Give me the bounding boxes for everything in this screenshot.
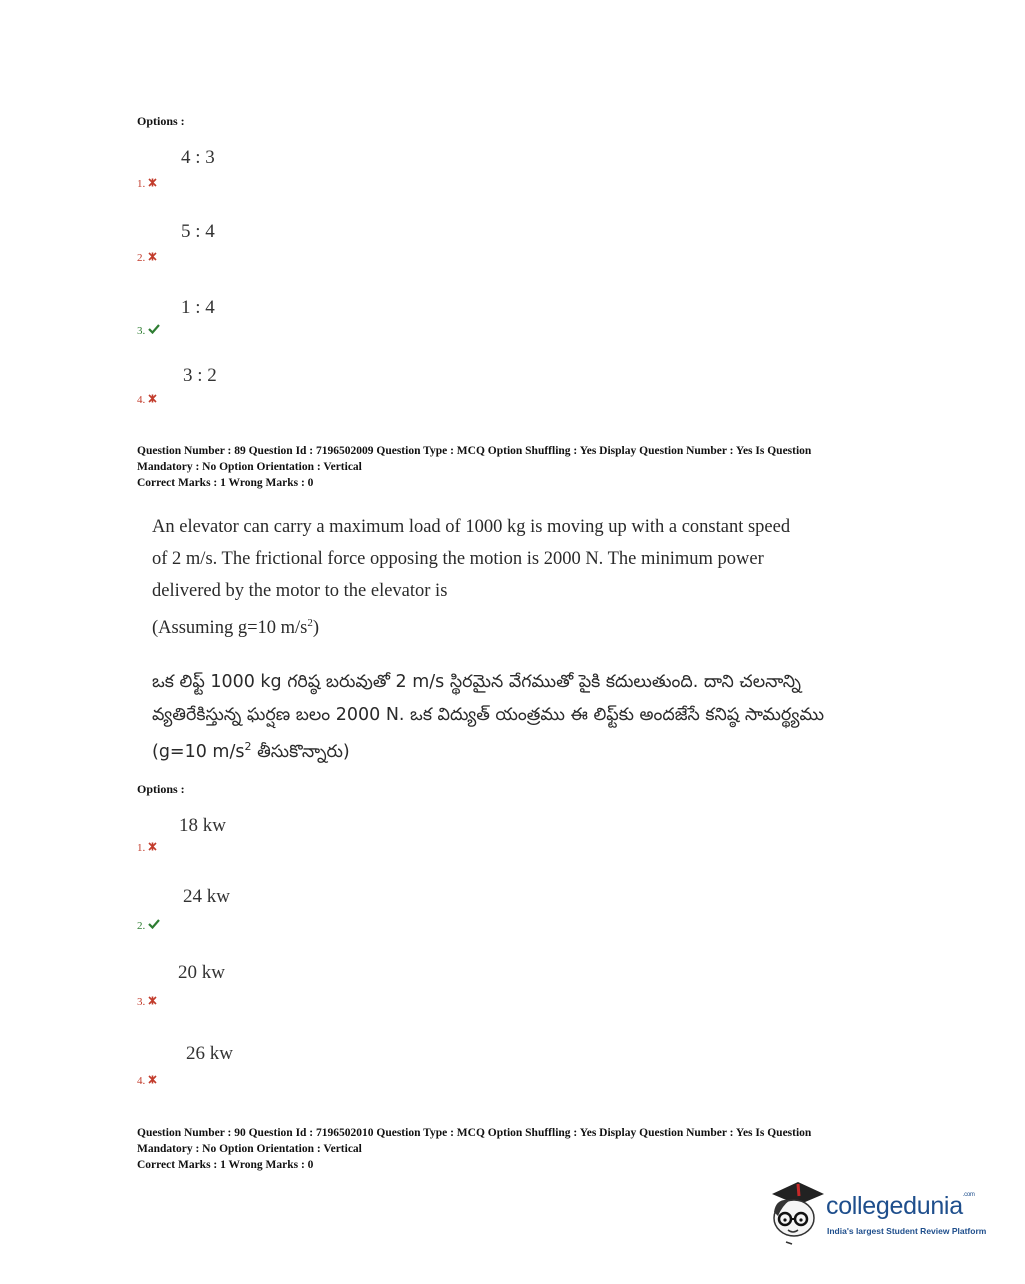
question-line: delivered by the motor to the elevator is: [152, 581, 448, 601]
option-number: [137, 174, 157, 192]
option-number: [137, 390, 157, 408]
option-text: 3 : 2: [183, 365, 217, 386]
options-label: Options :: [137, 782, 185, 796]
option-index: 2.: [137, 252, 146, 264]
question-line: of 2 m/s. The frictional force opposing the motion is 2000 N. The minimum power: [152, 549, 764, 569]
mascot-icon: [766, 1178, 826, 1248]
question-line: ఒక లిఫ్ట్ 1000 kg గరిష్ఠ బరువుతో 2 m/s స్థిరమైన వేగముతో పైకి కదులుతుంది. దాని చలనాన్ని: [152, 672, 801, 692]
option-text: 4 : 3: [181, 147, 215, 168]
option-number: [137, 248, 157, 266]
question-text: (Assuming g=10 m/s: [152, 618, 308, 639]
meta-line: Question Number : 89 Question Id : 7196502009 Question Type : MCQ Option Shuffling : Yes Display Question Number : Yes Is Question: [137, 445, 812, 457]
cross-icon: [148, 390, 157, 408]
meta-line: Correct Marks : 1 Wrong Marks : 0: [137, 1159, 314, 1171]
cross-icon: [148, 174, 157, 192]
option-number: [137, 916, 160, 934]
collegedunia-logo[interactable]: [766, 1178, 991, 1248]
option-text: 18 kw: [179, 815, 226, 836]
option-index: 4.: [137, 394, 146, 406]
question-line: [152, 607, 832, 644]
checkmark-icon: [148, 916, 160, 934]
cross-icon: [148, 248, 157, 266]
question-line: వ్యతిరేకిస్తున్న ఘర్షణ బలం 2000 N. ఒక విద్యుత్ యంత్రము ఈ లిఫ్ట్‌కు అందజేసే కనిష్ఠ సామర్థ్యము: [152, 704, 825, 725]
question-90-meta: [137, 1125, 897, 1173]
option-text: 5 : 4: [181, 221, 215, 242]
cross-icon: [148, 992, 157, 1010]
meta-line: Mandatory : No Option Orientation : Vertical: [137, 1143, 362, 1155]
meta-line: Question Number : 90 Question Id : 7196502010 Question Type : MCQ Option Shuffling : Yes Display Question Number : Yes Is Question: [137, 1127, 812, 1139]
logo-name: collegedunia: [826, 1192, 963, 1220]
logo-wordmark: [826, 1192, 975, 1221]
superscript: 2: [307, 617, 313, 629]
question-text: (g=10 m/s: [152, 741, 245, 762]
cross-icon: [148, 1071, 157, 1089]
option-number: [137, 321, 160, 339]
logo-com: .com: [962, 1192, 975, 1198]
meta-line: Correct Marks : 1 Wrong Marks : 0: [137, 477, 314, 489]
option-index: 2.: [137, 920, 146, 932]
option-index: 4.: [137, 1075, 146, 1087]
option-text: 24 kw: [183, 886, 230, 907]
question-text: ): [312, 618, 320, 639]
cross-icon: [148, 838, 157, 856]
option-text: 20 kw: [178, 962, 225, 983]
checkmark-icon: [148, 321, 160, 339]
question-89-meta: [137, 443, 897, 491]
options-label: Options :: [137, 114, 185, 128]
option-index: 1.: [137, 842, 146, 854]
question-89-telugu: [152, 666, 852, 768]
option-text: 26 kw: [186, 1043, 233, 1064]
option-number: [137, 1071, 157, 1089]
option-number: [137, 838, 157, 856]
option-index: 3.: [137, 325, 146, 337]
logo-tagline: India's largest Student Review Platform: [827, 1226, 987, 1236]
option-index: 1.: [137, 178, 146, 190]
question-line: [152, 731, 852, 768]
option-index: 3.: [137, 996, 146, 1008]
question-89-english: [152, 511, 832, 644]
question-line: An elevator can carry a maximum load of 1000 kg is moving up with a constant speed: [152, 517, 791, 537]
meta-line: Mandatory : No Option Orientation : Vertical: [137, 461, 362, 473]
question-text: తీసుకొన్నారు): [251, 741, 350, 762]
option-text: 1 : 4: [181, 297, 215, 318]
superscript: 2: [244, 740, 252, 753]
option-number: [137, 992, 157, 1010]
